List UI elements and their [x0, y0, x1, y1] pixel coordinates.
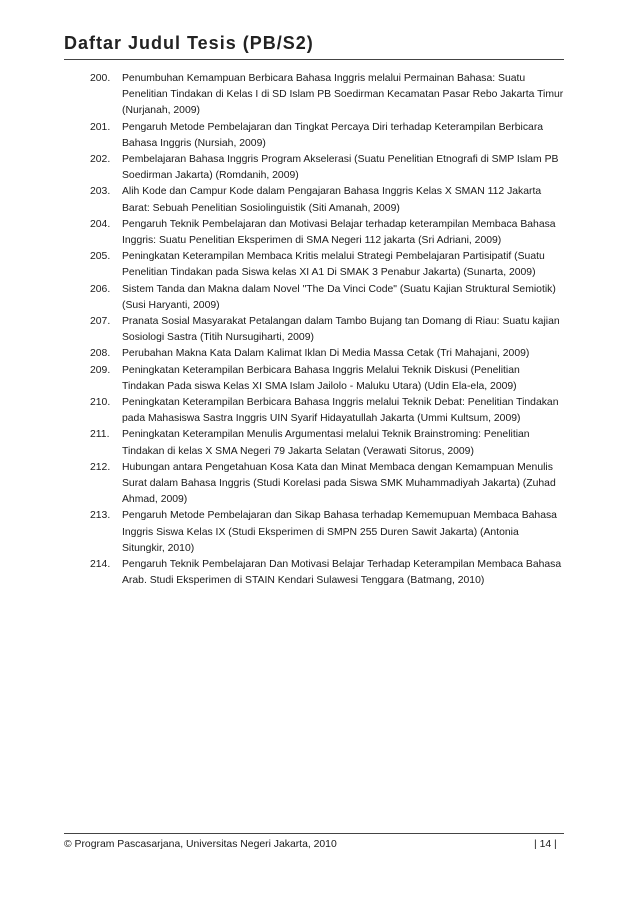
- list-item: [64, 346, 564, 362]
- page-title: Daftar Judul Tesis (PB/S2): [64, 33, 314, 53]
- list-item: [64, 314, 564, 346]
- entry-number: 212.: [90, 461, 111, 473]
- entry-number: 208.: [90, 348, 111, 360]
- entry-title: Pengaruh Metode Pembelajaran dan Sikap Bahasa terhadap Kememupuan Membaca Bahasa Inggris Siswa Kelas IX (Studi Eksperimen di SMPN 255 Duren Sawit Jakarta) (Antonia Situngkir, 2010): [122, 510, 557, 554]
- list-item: [64, 557, 564, 589]
- entry-number: 202.: [90, 154, 111, 166]
- entry-title: Peningkatan Keterampilan Berbicara Bahasa Inggris melalui Teknik Debat: Penelitian Tindakan pada Mahasiswa Sastra Inggris UIN Syarif Hidayatullah Jakarta (Ummi Kultsum, 2009): [122, 397, 559, 425]
- entry-number: 200.: [90, 73, 111, 84]
- list-item: [64, 217, 564, 249]
- entry-title: Perubahan Makna Kata Dalam Kalimat Iklan Di Media Massa Cetak (Tri Mahajani, 2009): [122, 348, 530, 360]
- list-item: [64, 427, 564, 459]
- entry-number: 207.: [90, 316, 111, 328]
- entry-title: Peningkatan Keterampilan Membaca Kritis melalui Strategi Pembelajaran Partisipatif (Suatu Penelitian Tindakan pada Siswa kelas XI A1 Di SMAK 3 Penabur Jakarta) (Sunarta, 2009): [122, 251, 545, 279]
- entry-number: 213.: [90, 510, 111, 522]
- list-item: [64, 395, 564, 427]
- list-item: [64, 460, 564, 509]
- entry-title: Sistem Tanda dan Makna dalam Novel "The Da Vinci Code" (Suatu Kajian Struktural Semiotik) (Susi Haryanti, 2009): [122, 283, 556, 311]
- list-item: [64, 71, 564, 120]
- entry-number: 206.: [90, 283, 111, 295]
- entry-title: Pengaruh Metode Pembelajaran dan Tingkat Percaya Diri terhadap Keterampilan Berbicara Bahasa Inggris (Nursiah, 2009): [122, 121, 544, 149]
- footer-divider: [64, 833, 564, 834]
- list-item: [64, 152, 564, 184]
- entry-number: 203.: [90, 186, 111, 198]
- entry-number: 210.: [90, 397, 111, 409]
- list-item: [64, 363, 564, 395]
- entry-title: Peningkatan Keterampilan Menulis Argumentasi melalui Teknik Brainstroming: Penelitian Tindakan di kelas X SMA Negeri 79 Jakarta Selatan (Verawati Sitorus, 2009): [122, 429, 530, 457]
- entry-title: Alih Kode dan Campur Kode dalam Pengajaran Bahasa Inggris Kelas X SMAN 112 Jakarta Barat: Sebuah Penelitian Sosiolinguistik (Siti Amanah, 2009): [122, 186, 542, 214]
- header-divider: [64, 59, 564, 60]
- entry-number: 205.: [90, 251, 111, 263]
- list-item: [64, 249, 564, 281]
- page-number: | 14 |: [534, 839, 557, 850]
- list-item: [64, 120, 564, 152]
- entry-title: Hubungan antara Pengetahuan Kosa Kata dan Minat Membaca dengan Kemampuan Menulis Surat dalam Bahasa Inggris (Studi Korelasi pada Siswa SMK Muhammadiyah Jakarta) (Zuhad Ahmad, 2009): [122, 461, 556, 506]
- entry-number: 201.: [90, 121, 111, 133]
- footer-copyright: © Program Pascasarjana, Universitas Negeri Jakarta, 2010: [64, 839, 337, 850]
- entry-number: 209.: [90, 364, 111, 376]
- entry-number: 214.: [90, 559, 111, 571]
- thesis-list: [64, 71, 564, 590]
- list-item: [64, 184, 564, 216]
- list-item: [64, 508, 564, 557]
- entry-title: Pengaruh Teknik Pembelajaran Dan Motivasi Belajar Terhadap Keterampilan Membaca Bahasa Arab. Studi Eksperimen di STAIN Kendari Sulawesi Tenggara (Batmang, 2010): [122, 559, 562, 587]
- entry-title: Penumbuhan Kemampuan Berbicara Bahasa Inggris melalui Permainan Bahasa: Suatu Penelitian Tindakan di Kelas I di SD Islam PB Soedirman Kecamatan Pasar Rebo Jakarta Timur (Nurjanah, 2009): [122, 73, 564, 117]
- list-item: [64, 282, 564, 314]
- entry-title: Pranata Sosial Masyarakat Petalangan dalam Tambo Bujang tan Domang di Riau: Suatu kajian Sosiologi Sastra (Titih Nursugiharti, 2009): [122, 316, 560, 344]
- entry-title: Pembelajaran Bahasa Inggris Program Akselerasi (Suatu Penelitian Etnografi di SMP Islam PB Soedirman Jakarta) (Romdanih, 2009): [122, 154, 559, 182]
- entry-number: 211.: [90, 429, 110, 441]
- entry-title: Peningkatan Keterampilan Berbicara Bahasa Inggris Melalui Teknik Diskusi (Penelitian Tindakan Pada siswa Kelas XI SMA Islam Jailolo - Maluku Utara) (Udin Ela-ela, 2009): [122, 364, 520, 392]
- entry-number: 204.: [90, 218, 111, 230]
- entry-title: Pengaruh Teknik Pembelajaran dan Motivasi Belajar terhadap keterampilan Membaca Bahasa Inggris: Suatu Penelitian Eksperimen di SMA Negeri 112 jakarta (Sri Adriani, 2009): [122, 218, 556, 247]
